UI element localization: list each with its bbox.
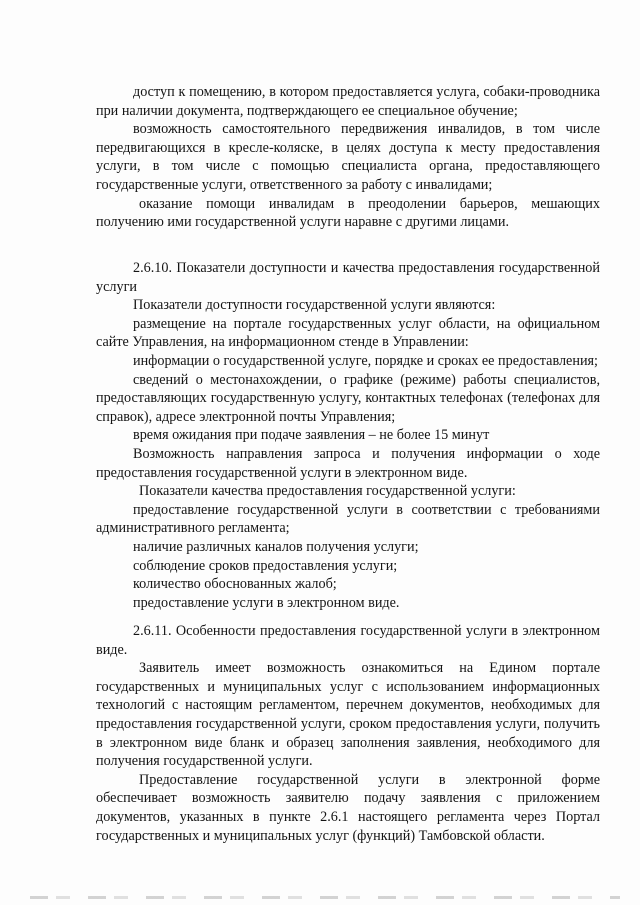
paragraph-channels: наличие различных каналов получения услуги; xyxy=(133,538,419,555)
section-heading-2-6-10: 2.6.10. Показатели доступности и качества предоставления государственной услуги xyxy=(96,260,600,295)
paragraph-quality-indicators: Показатели качества предоставления государственной услуги: xyxy=(139,483,516,500)
paragraph-electronic-service: предоставление услуги в электронном виде. xyxy=(133,594,400,611)
paragraph-complaints: количество обоснованных жалоб; xyxy=(133,576,337,593)
paragraph-compliance: предоставление государственной услуги в соответствии с требованиями административного регламента; xyxy=(96,501,600,537)
paragraph-barrier-assistance: оказание помощи инвалидам в преодолении барьеров, мешающих получению ими государственной услуги наравне с другими лицами. xyxy=(96,195,600,231)
section-2-6-10 xyxy=(96,259,600,612)
paragraph-electronic-submission: Предоставление государственной услуги в электронной форме обеспечивает возможность заявителю подачу заявления с приложением документов, указанных в пункте 2.6.1 настоящего регламента через Портал государственных и муниципальных услуг (функций) Тамбовской области. xyxy=(96,771,600,844)
paragraph-accessibility-indicators: Показатели доступности государственной услуги являются: xyxy=(133,297,496,314)
paragraph-guide-dog: доступ к помещению, в котором предоставляется услуга, собаки-проводника при наличии документа, подтверждающего ее специальное обучение; xyxy=(96,84,600,119)
paragraph-electronic-request: Возможность направления запроса и получения информации о ходе предоставления государственной услуги в электронном виде. xyxy=(96,445,600,481)
section-heading-2-6-11: 2.6.11. Особенности предоставления государственной услуги в электронном виде. xyxy=(96,623,600,658)
paragraph-location-info: сведений о местонахождении, о графике (режиме) работы специалистов, предоставляющих государственную услугу, контактных телефонах (телефонах для справок), адресе электронной почты Управления; xyxy=(96,371,600,425)
section-accessibility-conditions xyxy=(96,83,600,232)
paragraph-waiting-time: время ожидания при подаче заявления – не более 15 минут xyxy=(133,427,490,444)
paragraph-portal-familiarization: Заявитель имеет возможность ознакомиться на Едином портале государственных и муниципальных услуг с использованием информационных технологий с настоящим регламентом, перечнем документов, необходимых для предоставления государственной услуги, сроком предоставления услуги, получить в электронном виде бланк и образец заполнения заявления, необходимого для получения государственной услуги. xyxy=(96,660,600,770)
paragraph-service-info: информации о государственной услуге, порядке и сроках ее предоставления; xyxy=(133,352,598,369)
paragraph-deadlines: соблюдение сроков предоставления услуги; xyxy=(133,557,398,574)
scan-artifact-line xyxy=(30,896,620,899)
section-2-6-11 xyxy=(96,622,600,845)
paragraph-placement: размещение на портале государственных услуг области, на официальном сайте Управления, на информационном стенде в Управлении: xyxy=(96,315,600,351)
paragraph-independent-movement: возможность самостоятельного передвижения инвалидов, в том числе передвигающихся в кресле-коляске, в целях доступа к месту предоставления услуги, в том числе с помощью специалиста органа, предоставляющего государственные услуги, ответственного за работу с инвалидами; xyxy=(96,121,600,193)
